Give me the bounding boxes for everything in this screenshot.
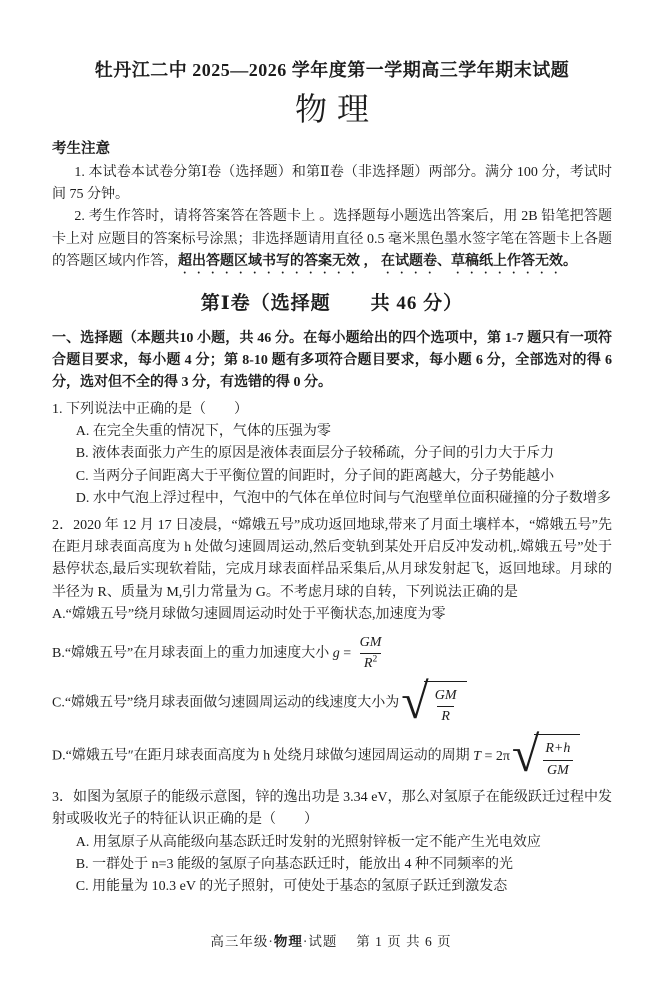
- question-1-option-b: B. 液体表面张力产生的原因是液体表面层分子较稀疏，分子间的引力大于斥力: [75, 446, 555, 462]
- question-1-option-c: C. 当两分子间距离大于平衡位置的间距时，分子间的距离越大，分子势能越小: [75, 468, 555, 484]
- question-3-option-c: C. 用能量为 10.3 eV 的光子照射，可使处于基态的氢原子跃迁到激发态: [75, 879, 508, 895]
- footer-page-number: 第 1 页 共 6 页: [356, 934, 452, 950]
- question-2-option-c-text: C.“嫦娥五号”绕月球表面做匀速圆周运动的线速度大小为: [52, 695, 400, 711]
- question-3-stem: 3．如图为氢原子的能级示意图，锌的逸出功是 3.34 eV，那么对氢原子在能级跃迁过程中发射或吸收光子的特征认识正确的是（ ）: [52, 789, 612, 828]
- notice-emphasis-2: 在试题卷、草稿纸上作答无效。: [381, 254, 577, 270]
- square-root: [511, 726, 580, 783]
- footer-subject: 物理: [273, 934, 303, 950]
- footer-grade: 高三年级·: [210, 934, 274, 950]
- radicand: [424, 681, 467, 726]
- question-3: [52, 787, 612, 899]
- question-2-option-b-text: B.“嫦娥五号”在月球表面上的重力加速度大小: [52, 645, 333, 661]
- exam-title: 牡丹江二中 2025—2026 学年度第一学期高三学年期末试题: [94, 60, 570, 80]
- question-1-option-a: A. 在完全失重的情况下，气体的压强为零: [75, 424, 331, 440]
- notice-emphasis-1: 超出答题区域书写的答案无效: [178, 254, 360, 270]
- notice-heading: 考生注意: [52, 141, 110, 158]
- page-footer: [0, 931, 662, 953]
- fraction: [356, 634, 386, 673]
- question-2-option-c: [52, 672, 612, 729]
- question-3-option-a: A. 用氢原子从高能级向基态跃迁时发射的光照射锌板一定不能产生光电效应: [75, 834, 541, 850]
- notice-item-2: [52, 206, 612, 277]
- formula-orbit-period: [473, 726, 580, 783]
- fraction-denominator: R: [437, 706, 454, 726]
- fraction-denominator: [360, 653, 381, 673]
- math-variable: R: [363, 655, 373, 671]
- square-root: [401, 672, 466, 729]
- radicand: [534, 734, 580, 779]
- question-2-option-a: A.“嫦娥五号”绕月球做匀速圆周运动时处于平衡状态,加速度为零: [52, 607, 446, 623]
- notice-section: [52, 138, 612, 277]
- fraction-denominator: GM: [543, 760, 573, 780]
- fraction-numerator: GM: [434, 687, 457, 703]
- question-1: [52, 399, 612, 511]
- fraction: [541, 740, 574, 779]
- question-1-option-d: D. 水中气泡上浮过程中，气泡中的气体在单位时间与气泡壁单位面积碰撞的分子数增多: [75, 491, 611, 507]
- question-2-option-d: [52, 726, 612, 783]
- section-1-title: 第Ⅰ卷（选择题 共 46 分）: [200, 293, 464, 315]
- math-equals: = 2π: [484, 748, 510, 764]
- notice-emphasis-separator: ，: [360, 254, 381, 270]
- fraction-numerator: GM: [359, 634, 382, 650]
- question-2-option-b: [52, 634, 612, 673]
- math-variable: g: [332, 645, 340, 661]
- question-3-option-b: B. 一群处于 n=3 能级的氢原子向基态跃迁时，能放出 4 种不同频率的光: [75, 856, 514, 872]
- radical-sign: √: [511, 726, 540, 783]
- notice-item-1: 1. 本试卷本试卷分第Ⅰ卷（选择题）和第Ⅱ卷（非选择题）两部分。满分 100 分，考试时间 75 分钟。: [52, 164, 612, 202]
- math-superscript: 2: [372, 654, 378, 665]
- question-2-stem: 2．2020 年 12 月 17 日凌晨，“嫦娥五号”成功返回地球,带来了月面土壤样本，“嫦娥五号”先在距月球表面高度为 h 处做匀速圆周运动,然后变轨到某处开启反冲发动机,.嫦娥五号”处于悬停状态,最后实现软着陆，完成月球表面样品采集后,从月球发射起飞，返回地球。月球的半径为 R、质量为 M,引力常量为 G。不考虑月球的自转，下列说法正确的是: [52, 517, 612, 600]
- notice-item-2-text: 2. 考生作答时，请将答案答在答题卡上 。选择题每小题选出答案后，用 2B 铅笔把答题卡上对 应题目的答案标号涂黑；非选择题请用直径 0.5 毫米黑色墨水签字笔在答题卡上各题的答题区域内作答，: [52, 209, 612, 270]
- question-1-stem: 1. 下列说法中正确的是（ ）: [52, 401, 248, 417]
- fraction-numerator: R+h: [545, 741, 571, 757]
- radical-sign: √: [401, 672, 429, 729]
- math-variable: T: [473, 748, 481, 764]
- fraction: [431, 687, 461, 726]
- question-2-option-d-text: D.“嫦娥五号″在距月球表面高度为 h 处绕月球做匀速园周运动的周期: [52, 748, 474, 764]
- formula-gravity-acceleration: [332, 634, 387, 671]
- section-1-intro: 一、选择题（本题共10 小题，共 46 分。在每小题给出的四个选项中，第 1-7 题只有一项符合题目要求，每小题 4 分；第 8-10 题有多项符合题目要求，每小题 6 分，全部选对的得 6 分，选对但不全的得 3 分，有选错的得 0 分。: [52, 330, 612, 391]
- footer-doc-type: ·试题: [302, 934, 338, 950]
- subject-title: 物理: [294, 90, 379, 127]
- question-2: [52, 515, 612, 783]
- math-equals: =: [343, 645, 352, 661]
